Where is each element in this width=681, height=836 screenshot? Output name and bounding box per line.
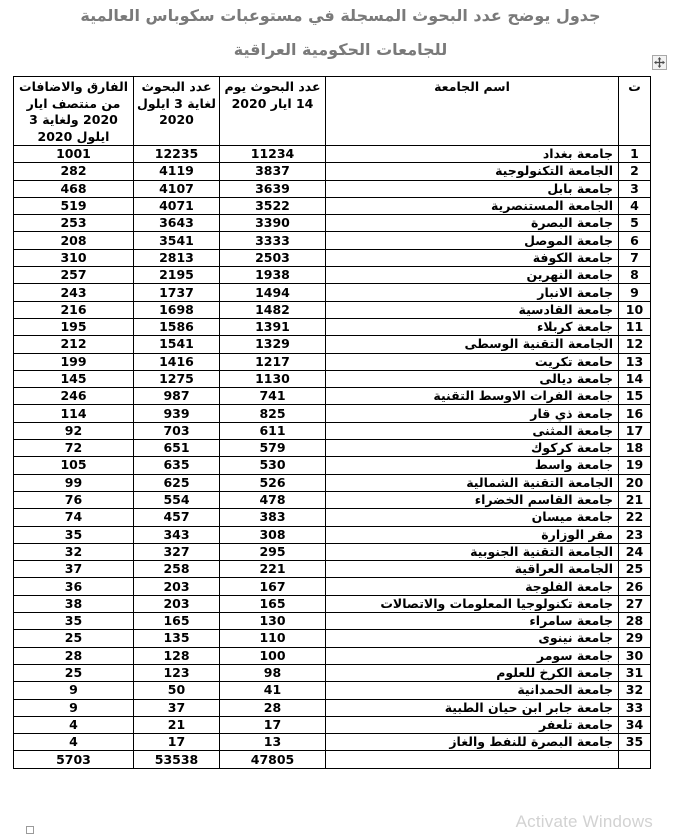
- cell-name: جامعة ميسان: [326, 509, 619, 526]
- cell-diff: 38: [14, 595, 134, 612]
- cell-may14: 308: [220, 526, 326, 543]
- table-row: [14, 388, 651, 405]
- cell-no: 1: [619, 146, 651, 163]
- totals-may14: 47805: [220, 751, 326, 768]
- cell-may14: 3390: [220, 215, 326, 232]
- cell-diff: 92: [14, 422, 134, 439]
- cell-diff: 253: [14, 215, 134, 232]
- cell-no: 25: [619, 561, 651, 578]
- cell-sep3: 4119: [134, 163, 220, 180]
- cell-sep3: 12235: [134, 146, 220, 163]
- cell-sep3: 1416: [134, 353, 220, 370]
- table-row: [14, 526, 651, 543]
- header-count-sep3: عدد البحوث لغاية 3 ايلول 2020: [134, 77, 220, 146]
- cell-may14: 1217: [220, 353, 326, 370]
- cell-name: حامعة تكريت: [326, 353, 619, 370]
- cell-no: 11: [619, 318, 651, 335]
- cell-may14: 1391: [220, 318, 326, 335]
- cell-sep3: 1698: [134, 301, 220, 318]
- cell-may14: 295: [220, 543, 326, 560]
- header-no: ت: [619, 77, 651, 146]
- cell-sep3: 1275: [134, 370, 220, 387]
- cell-no: 32: [619, 682, 651, 699]
- cell-diff: 37: [14, 561, 134, 578]
- cell-name: جامعة كركوك: [326, 440, 619, 457]
- header-difference: الفارق والاضافات من منتصف ايار 2020 ولغاية 3 ايلول 2020: [14, 77, 134, 146]
- cell-sep3: 3643: [134, 215, 220, 232]
- cell-name: جامعة الانبار: [326, 284, 619, 301]
- cell-sep3: 203: [134, 595, 220, 612]
- table-row: [14, 682, 651, 699]
- table-row: [14, 647, 651, 664]
- cell-sep3: 128: [134, 647, 220, 664]
- cell-name: جامعة ذي قار: [326, 405, 619, 422]
- cell-may14: 130: [220, 613, 326, 630]
- table-row: [14, 543, 651, 560]
- cell-may14: 41: [220, 682, 326, 699]
- cell-diff: 282: [14, 163, 134, 180]
- cell-no: 5: [619, 215, 651, 232]
- cell-diff: 246: [14, 388, 134, 405]
- document-title: [0, 5, 681, 61]
- cell-may14: 3522: [220, 197, 326, 214]
- cell-may14: 98: [220, 664, 326, 681]
- cell-sep3: 135: [134, 630, 220, 647]
- cell-no: 13: [619, 353, 651, 370]
- cell-sep3: 123: [134, 664, 220, 681]
- cell-may14: 611: [220, 422, 326, 439]
- title-line-1: جدول يوضح عدد البحوث المسجلة في مستوعبات سكوباس العالمية: [80, 6, 601, 25]
- cell-diff: 105: [14, 457, 134, 474]
- cell-diff: 257: [14, 267, 134, 284]
- totals-diff: 5703: [14, 751, 134, 768]
- table-row: [14, 284, 651, 301]
- cell-no: 29: [619, 630, 651, 647]
- cell-name: جامعة الموصل: [326, 232, 619, 249]
- table-row: [14, 613, 651, 630]
- table-move-handle-icon[interactable]: [652, 55, 667, 70]
- universities-research-table: [13, 76, 651, 769]
- table-row: [14, 578, 651, 595]
- table-row: [14, 318, 651, 335]
- cell-name: جامعة بغداد: [326, 146, 619, 163]
- cell-name: جامعة البصرة: [326, 215, 619, 232]
- table-row: [14, 336, 651, 353]
- cell-may14: 1938: [220, 267, 326, 284]
- header-count-may14: عدد البحوث يوم 14 ايار 2020: [220, 77, 326, 146]
- cell-name: جامعة سومر: [326, 647, 619, 664]
- cell-sep3: 939: [134, 405, 220, 422]
- cell-may14: 478: [220, 491, 326, 508]
- cell-may14: 1494: [220, 284, 326, 301]
- table-row: [14, 457, 651, 474]
- cell-no: 21: [619, 491, 651, 508]
- cell-diff: 72: [14, 440, 134, 457]
- cell-no: 17: [619, 422, 651, 439]
- cell-diff: 114: [14, 405, 134, 422]
- totals-row: [14, 751, 651, 768]
- totals-no-empty: [619, 751, 651, 768]
- totals-sep3: 53538: [134, 751, 220, 768]
- cell-no: 14: [619, 370, 651, 387]
- cell-diff: 35: [14, 526, 134, 543]
- totals-name-empty: [326, 751, 619, 768]
- cell-may14: 1482: [220, 301, 326, 318]
- table-row: [14, 561, 651, 578]
- cell-may14: 100: [220, 647, 326, 664]
- table-row: [14, 734, 651, 751]
- table-row: [14, 163, 651, 180]
- cell-no: 31: [619, 664, 651, 681]
- table-row: [14, 267, 651, 284]
- table-row: [14, 716, 651, 733]
- cell-sep3: 987: [134, 388, 220, 405]
- cell-diff: 199: [14, 353, 134, 370]
- cell-diff: 195: [14, 318, 134, 335]
- cell-name: جامعة الكوفة: [326, 249, 619, 266]
- cell-may14: 2503: [220, 249, 326, 266]
- cell-may14: 741: [220, 388, 326, 405]
- cell-sep3: 2195: [134, 267, 220, 284]
- cell-name: جامعة الفلوجة: [326, 578, 619, 595]
- cell-diff: 9: [14, 682, 134, 699]
- cell-diff: 243: [14, 284, 134, 301]
- activate-windows-watermark: Activate Windows: [515, 812, 653, 831]
- cell-may14: 17: [220, 716, 326, 733]
- cell-may14: 530: [220, 457, 326, 474]
- table-row: [14, 491, 651, 508]
- cell-may14: 13: [220, 734, 326, 751]
- cell-no: 9: [619, 284, 651, 301]
- cell-diff: 4: [14, 734, 134, 751]
- cell-sep3: 165: [134, 613, 220, 630]
- cell-sep3: 457: [134, 509, 220, 526]
- cell-name: الجامعة المستنصرية: [326, 197, 619, 214]
- cell-diff: 25: [14, 664, 134, 681]
- cell-sep3: 4071: [134, 197, 220, 214]
- cell-name: جامعة الفرات الاوسط التقنية: [326, 388, 619, 405]
- table-resize-handle-icon[interactable]: [26, 826, 34, 834]
- cell-diff: 99: [14, 474, 134, 491]
- cell-name: الجامعة التقنية الجنوبية: [326, 543, 619, 560]
- cell-sep3: 4107: [134, 180, 220, 197]
- table-row: [14, 146, 651, 163]
- cell-no: 16: [619, 405, 651, 422]
- cell-may14: 383: [220, 509, 326, 526]
- cell-sep3: 203: [134, 578, 220, 595]
- table-row: [14, 440, 651, 457]
- cell-no: 10: [619, 301, 651, 318]
- cell-sep3: 703: [134, 422, 220, 439]
- cell-may14: 165: [220, 595, 326, 612]
- cell-no: 28: [619, 613, 651, 630]
- cell-may14: 825: [220, 405, 326, 422]
- table-body: [14, 146, 651, 751]
- cell-name: جامعة البصرة للنفط والغاز: [326, 734, 619, 751]
- cell-diff: 32: [14, 543, 134, 560]
- cell-diff: 1001: [14, 146, 134, 163]
- cell-no: 30: [619, 647, 651, 664]
- cell-no: 34: [619, 716, 651, 733]
- cell-diff: 28: [14, 647, 134, 664]
- cell-diff: 468: [14, 180, 134, 197]
- cell-name: جامعة بابل: [326, 180, 619, 197]
- cell-may14: 11234: [220, 146, 326, 163]
- cell-name: الجامعة التكنولوجية: [326, 163, 619, 180]
- table-row: [14, 232, 651, 249]
- cell-name: جامعة سامراء: [326, 613, 619, 630]
- cell-sep3: 37: [134, 699, 220, 716]
- cell-sep3: 651: [134, 440, 220, 457]
- table-row: [14, 422, 651, 439]
- cell-no: 7: [619, 249, 651, 266]
- cell-name: الجامعة التقنية الوسطى: [326, 336, 619, 353]
- cell-name: جامعة جابر ابن حيان الطبية: [326, 699, 619, 716]
- cell-diff: 76: [14, 491, 134, 508]
- cell-name: جامعة ديالى: [326, 370, 619, 387]
- table-row: [14, 249, 651, 266]
- cell-name: الجامعة العراقية: [326, 561, 619, 578]
- cell-no: 26: [619, 578, 651, 595]
- table-row: [14, 353, 651, 370]
- table-row: [14, 699, 651, 716]
- cell-name: جامعة نينوى: [326, 630, 619, 647]
- cell-diff: 208: [14, 232, 134, 249]
- cell-may14: 167: [220, 578, 326, 595]
- cell-may14: 28: [220, 699, 326, 716]
- cell-no: 6: [619, 232, 651, 249]
- cell-may14: 3837: [220, 163, 326, 180]
- cell-no: 15: [619, 388, 651, 405]
- cell-sep3: 17: [134, 734, 220, 751]
- cell-sep3: 1586: [134, 318, 220, 335]
- cell-name: جامعة تلعفر: [326, 716, 619, 733]
- table-row: [14, 474, 651, 491]
- cell-diff: 35: [14, 613, 134, 630]
- cell-may14: 3333: [220, 232, 326, 249]
- cell-may14: 1329: [220, 336, 326, 353]
- header-row: [14, 77, 651, 146]
- cell-no: 18: [619, 440, 651, 457]
- cell-sep3: 554: [134, 491, 220, 508]
- cell-diff: 36: [14, 578, 134, 595]
- cell-name: جامعة النهرين: [326, 267, 619, 284]
- table-row: [14, 197, 651, 214]
- table-row: [14, 301, 651, 318]
- cell-no: 22: [619, 509, 651, 526]
- cell-diff: 25: [14, 630, 134, 647]
- cell-no: 8: [619, 267, 651, 284]
- cell-name: جامعة الحمدانية: [326, 682, 619, 699]
- cell-sep3: 50: [134, 682, 220, 699]
- cell-no: 2: [619, 163, 651, 180]
- cell-diff: 519: [14, 197, 134, 214]
- cell-name: جامعة واسط: [326, 457, 619, 474]
- cell-no: 33: [619, 699, 651, 716]
- cell-sep3: 327: [134, 543, 220, 560]
- cell-sep3: 21: [134, 716, 220, 733]
- cell-name: مقر الوزارة: [326, 526, 619, 543]
- cell-diff: 216: [14, 301, 134, 318]
- cell-diff: 212: [14, 336, 134, 353]
- cell-no: 24: [619, 543, 651, 560]
- cell-no: 27: [619, 595, 651, 612]
- title-line-2: للجامعات الحكومية العراقية: [233, 40, 448, 59]
- cell-sep3: 343: [134, 526, 220, 543]
- cell-diff: 9: [14, 699, 134, 716]
- cell-may14: 3639: [220, 180, 326, 197]
- cell-diff: 4: [14, 716, 134, 733]
- table-row: [14, 595, 651, 612]
- cell-sep3: 258: [134, 561, 220, 578]
- cell-diff: 145: [14, 370, 134, 387]
- header-university-name: اسم الجامعة: [326, 77, 619, 146]
- cell-may14: 526: [220, 474, 326, 491]
- cell-name: جامعة القادسية: [326, 301, 619, 318]
- cell-sep3: 625: [134, 474, 220, 491]
- cell-sep3: 3541: [134, 232, 220, 249]
- table-row: [14, 215, 651, 232]
- cell-name: جامعة الكرخ للعلوم: [326, 664, 619, 681]
- cell-name: جامعة كربلاء: [326, 318, 619, 335]
- cell-diff: 74: [14, 509, 134, 526]
- cell-no: 19: [619, 457, 651, 474]
- cell-sep3: 635: [134, 457, 220, 474]
- cell-no: 20: [619, 474, 651, 491]
- cell-may14: 221: [220, 561, 326, 578]
- cell-no: 4: [619, 197, 651, 214]
- table-row: [14, 180, 651, 197]
- table-row: [14, 370, 651, 387]
- cell-sep3: 2813: [134, 249, 220, 266]
- cell-no: 12: [619, 336, 651, 353]
- cell-no: 3: [619, 180, 651, 197]
- cell-may14: 579: [220, 440, 326, 457]
- cell-name: جامعة القاسم الخضراء: [326, 491, 619, 508]
- cell-sep3: 1541: [134, 336, 220, 353]
- cell-name: جامعة المثنى: [326, 422, 619, 439]
- table-row: [14, 630, 651, 647]
- cell-no: 23: [619, 526, 651, 543]
- cell-may14: 1130: [220, 370, 326, 387]
- table-row: [14, 405, 651, 422]
- cell-no: 35: [619, 734, 651, 751]
- cell-diff: 310: [14, 249, 134, 266]
- cell-name: جامعة تكنولوجيا المعلومات والاتصالات: [326, 595, 619, 612]
- table-row: [14, 664, 651, 681]
- cell-may14: 110: [220, 630, 326, 647]
- table-row: [14, 509, 651, 526]
- cell-sep3: 1737: [134, 284, 220, 301]
- cell-name: الجامعة التقنية الشمالية: [326, 474, 619, 491]
- four-arrows-icon: [654, 57, 665, 68]
